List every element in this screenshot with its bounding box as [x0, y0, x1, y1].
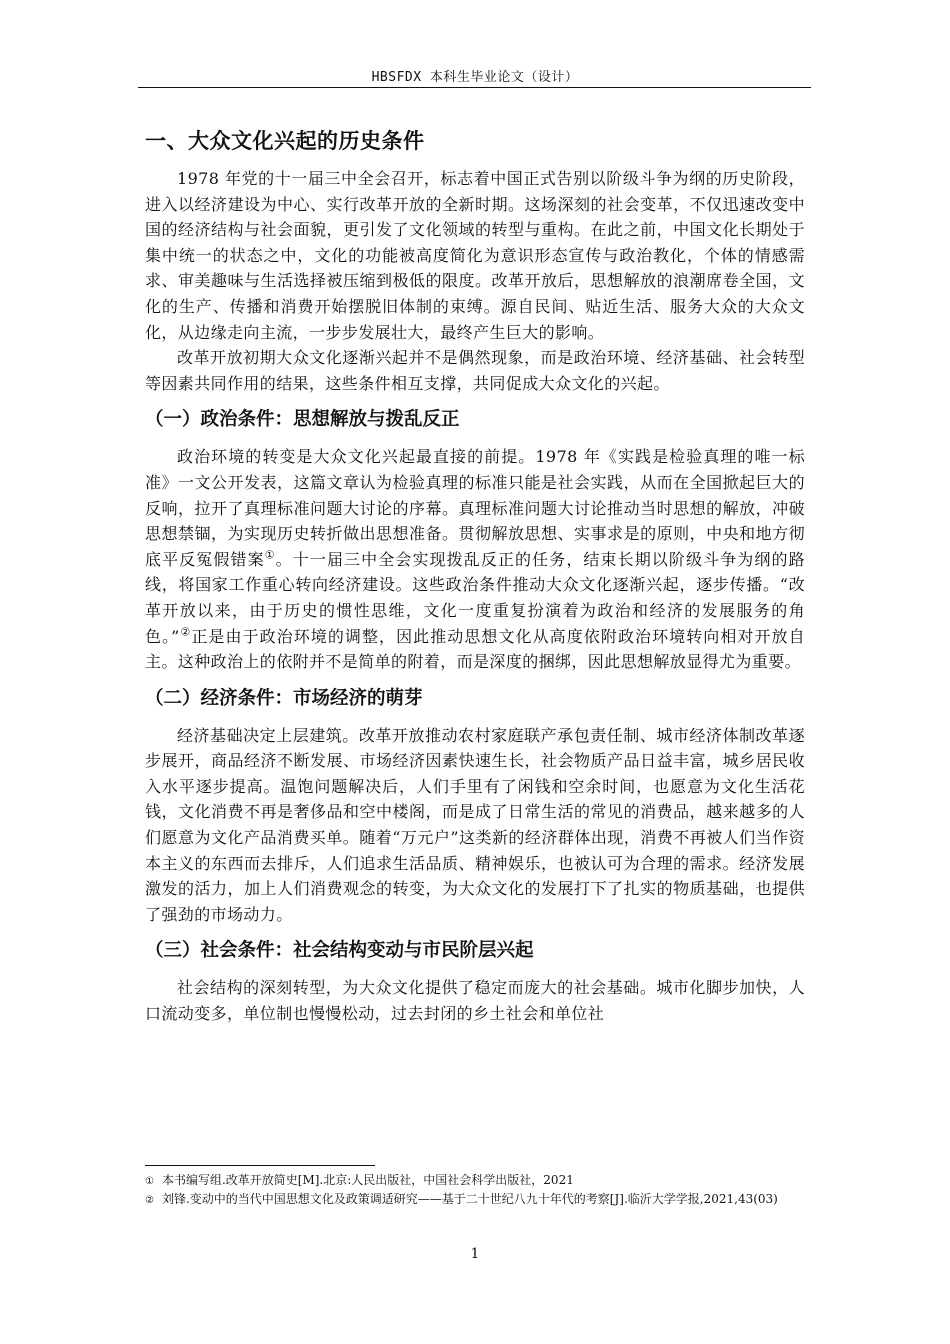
political-text-part: 。十一届三中全会实现拨乱反正的任务，结束长期以阶级斗争为纲的路线，将国家工作重心转向经济建设。这些政治条件推动大众文化逐渐兴起，逐步传播。“改革开放以来，由于历史的惯性思维，文化一度重复扮演着为政治和经济的发展服务的角色。”: [145, 549, 805, 646]
page-number: 1: [470, 1246, 480, 1262]
footnote-ref-2[interactable]: ②: [179, 625, 192, 639]
footnote-text: 本书编写组.改革开放简史[M].北京:人民出版社，中国社会科学出版社，2021: [161, 1173, 574, 1187]
intro-paragraph: 1978 年党的十一届三中全会召开，标志着中国正式告别以阶级斗争为纲的历史阶段，进入以经济建设为中心、实行改革开放的全新时期。这场深刻的社会变革，不仅迅速改变中国的经济结构与社会面貌，更引发了文化领域的转型与重构。在此之前，中国文化长期处于集中统一的状态之中，文化的功能被高度简化为意识形态宣传与政治教化，个体的情感需求、审美趣味与生活选择被压缩到极低的限度。改革开放后，思想解放的浪潮席卷全国，文化的生产、传播和消费开始摆脱旧体制的束缚。源自民间、贴近生活、服务大众的大众文化，从边缘走向主流，一步步发展壮大，最终产生巨大的影响。: [145, 169, 805, 342]
political-text-part: 正是由于政治环境的调整，因此推动思想文化从高度依附政治环境转向相对开放自主。这种政治上的依附并不是简单的附着，而是深度的捆绑，因此思想解放显得尤为重要。: [145, 626, 805, 672]
footnote-ref-1[interactable]: ①: [264, 548, 276, 562]
subsection-title-political: （一）政治条件：思想解放与拨乱反正: [145, 409, 460, 431]
footnotes: [145, 1172, 810, 1210]
footnote-text: 刘锋.变动中的当代中国思想文化及政策调适研究——基于二十世纪八九十年代的考察[J].临沂大学学报,2021,43(03): [161, 1192, 778, 1206]
subsection-title-social: （三）社会条件：社会结构变动与市民阶层兴起: [145, 940, 534, 962]
political-paragraph: [145, 444, 805, 674]
page-header: HBSFDX 本科生毕业论文（设计）: [371, 70, 579, 85]
header-divider: [138, 87, 811, 88]
footnote-item: [145, 1191, 810, 1209]
footnote-item: [145, 1172, 810, 1190]
economic-paragraph: 经济基础决定上层建筑。改革开放推动农村家庭联产承包责任制、城市经济体制改革逐步展开，商品经济不断发展、市场经济因素快速生长，社会物质产品日益丰富，城乡居民收入水平逐步提高。温饱问题解决后，人们手里有了闲钱和空余时间，也愿意为文化生活花钱，文化消费不再是奢侈品和空中楼阁，而是成了日常生活的常见的消费品，越来越多的人们愿意为文化产品消费买单。随着“万元户”这类新的经济群体出现，消费不再被人们当作资本主义的东西而去排斥，人们追求生活品质、精神娱乐，也被认可为合理的需求。经济发展激发的活力，加上人们消费观念的转变，为大众文化的发展打下了扎实的物质基础，也提供了强劲的市场动力。: [145, 725, 805, 924]
subsection-title-economic: （二）经济条件：市场经济的萌芽: [145, 687, 423, 709]
main-content: [145, 126, 805, 1027]
social-paragraph: 社会结构的深刻转型，为大众文化提供了稳定而庞大的社会基础。城市化脚步加快，人口流动变多，单位制也慢慢松动，过去封闭的乡土社会和单位社: [145, 978, 805, 1024]
footnote-mark: ②: [145, 1195, 154, 1206]
footnote-mark: ①: [145, 1176, 154, 1187]
political-text-part: 政治环境的转变是大众文化兴起最直接的前提。1978 年《实践是检验真理的唯一标准》一文公开发表，这篇文章认为检验真理的标准只能是社会实践，从而在全国掀起巨大的反响，拉开了真理标准问题大讨论的序幕。真理标准问题大讨论推动当时思想的解放，冲破思想禁锢，为实现历史转折做出思想准备。贯彻解放思想、实事求是的原则，中央和地方彻底平反冤假错案: [145, 447, 805, 569]
footnote-divider: [145, 1165, 375, 1166]
section-title: 一、大众文化兴起的历史条件: [145, 129, 425, 153]
intro-paragraph: 改革开放初期大众文化逐渐兴起并不是偶然现象，而是政治环境、经济基础、社会转型等因素共同作用的结果，这些条件相互支撑，共同促成大众文化的兴起。: [145, 348, 805, 393]
